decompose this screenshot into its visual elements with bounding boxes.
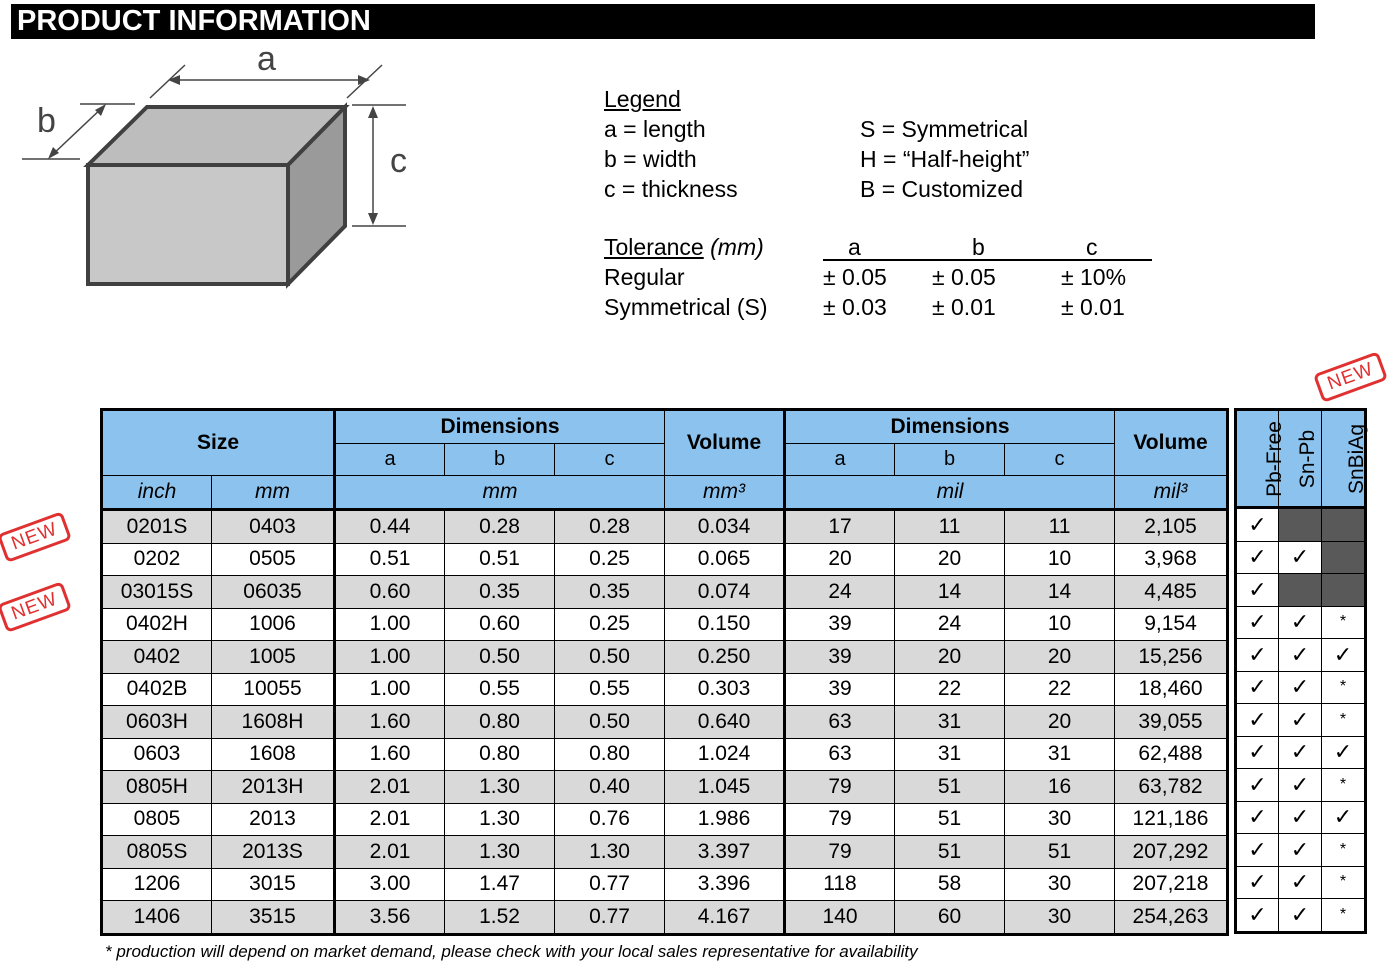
- header-c-mm: c: [555, 444, 665, 476]
- cell-c-mm: 0.25: [555, 543, 665, 576]
- cell-a-mil: 39: [785, 641, 895, 674]
- check-icon: ✓: [1236, 834, 1279, 867]
- unit-volume-mil3: mil³: [1115, 476, 1228, 510]
- diagram-label-a: a: [257, 40, 276, 78]
- unit-mm: mm: [212, 476, 335, 510]
- cell-inch: 1206: [102, 868, 212, 901]
- cell-a-mm: 1.00: [335, 673, 445, 706]
- header-snbiag: SnBiAg: [1322, 410, 1366, 508]
- cell-a-mil: 63: [785, 738, 895, 771]
- diagram-label-b: b: [37, 102, 56, 140]
- finish-row: [1236, 899, 1366, 933]
- footnote: * production will depend on market demand, please check with your local sales representative for availability: [105, 942, 918, 961]
- table-row: [102, 510, 1228, 544]
- cell-a-mil: 63: [785, 706, 895, 739]
- cell-mm: 3515: [212, 901, 335, 935]
- finish-on-demand: *: [1322, 704, 1366, 737]
- legend-item-b: b = width: [604, 146, 697, 172]
- product-size-table: [100, 408, 1229, 936]
- cell-inch: 1406: [102, 901, 212, 935]
- check-icon: ✓: [1322, 801, 1366, 834]
- cell-b-mm: 0.50: [445, 641, 555, 674]
- cell-a-mil: 24: [785, 576, 895, 609]
- cell-b-mil: 24: [895, 608, 1005, 641]
- tolerance-row-regular: Regular: [604, 264, 685, 290]
- cell-a-mil: 39: [785, 673, 895, 706]
- check-icon: ✓: [1236, 769, 1279, 802]
- check-icon: ✓: [1279, 671, 1322, 704]
- finish-row: [1236, 736, 1366, 769]
- cell-b-mm: 0.60: [445, 608, 555, 641]
- tolerance-regular-b: ± 0.05: [932, 264, 996, 290]
- check-icon: ✓: [1279, 769, 1322, 802]
- cell-vol-mm3: 1.024: [665, 738, 785, 771]
- cell-b-mm: 1.30: [445, 771, 555, 804]
- tolerance-heading: Tolerance (mm): [604, 234, 764, 260]
- table-row: [102, 901, 1228, 935]
- cell-vol-mil3: 207,292: [1115, 836, 1228, 869]
- check-icon: ✓: [1236, 899, 1279, 933]
- table-row: [102, 576, 1228, 609]
- finish-on-demand: *: [1322, 671, 1366, 704]
- header-b-mil: b: [895, 444, 1005, 476]
- cell-vol-mil3: 9,154: [1115, 608, 1228, 641]
- cell-c-mm: 0.77: [555, 868, 665, 901]
- cell-vol-mil3: 121,186: [1115, 803, 1228, 836]
- cell-c-mm: 0.80: [555, 738, 665, 771]
- legend-right: [860, 114, 1029, 204]
- cell-a-mm: 2.01: [335, 771, 445, 804]
- cell-c-mm: 0.50: [555, 641, 665, 674]
- legend-left: [604, 84, 738, 204]
- cell-c-mm: 0.76: [555, 803, 665, 836]
- cell-inch: 0202: [102, 543, 212, 576]
- cell-b-mil: 20: [895, 543, 1005, 576]
- tolerance-symmetrical-a: ± 0.03: [823, 294, 887, 320]
- legend-heading: Legend: [604, 86, 681, 112]
- cell-mm: 2013S: [212, 836, 335, 869]
- cell-b-mm: 1.47: [445, 868, 555, 901]
- cell-a-mm: 2.01: [335, 836, 445, 869]
- cell-c-mil: 11: [1005, 510, 1115, 544]
- table-row: [102, 803, 1228, 836]
- cell-vol-mil3: 18,460: [1115, 673, 1228, 706]
- cell-vol-mil3: 3,968: [1115, 543, 1228, 576]
- cell-vol-mil3: 254,263: [1115, 901, 1228, 935]
- cell-b-mm: 0.55: [445, 673, 555, 706]
- cell-b-mm: 1.30: [445, 836, 555, 869]
- finish-row: [1236, 541, 1366, 574]
- check-icon: ✓: [1279, 704, 1322, 737]
- legend-item-h: H = “Half-height”: [860, 146, 1030, 172]
- cell-c-mm: 0.35: [555, 576, 665, 609]
- legend-item-a: a = length: [604, 116, 706, 142]
- table-row: [102, 641, 1228, 674]
- cell-a-mm: 3.00: [335, 868, 445, 901]
- cell-c-mm: 0.77: [555, 901, 665, 935]
- cell-a-mm: 1.60: [335, 738, 445, 771]
- finish-row: [1236, 606, 1366, 639]
- cell-vol-mil3: 39,055: [1115, 706, 1228, 739]
- tolerance-col-c: c: [1086, 234, 1098, 260]
- cell-c-mil: 10: [1005, 543, 1115, 576]
- cell-a-mm: 1.00: [335, 641, 445, 674]
- cell-inch: 0805S: [102, 836, 212, 869]
- page-title: PRODUCT INFORMATION: [11, 4, 1315, 39]
- table-row: [102, 543, 1228, 576]
- cell-vol-mil3: 207,218: [1115, 868, 1228, 901]
- table-row: [102, 706, 1228, 739]
- finish-on-demand: *: [1322, 606, 1366, 639]
- check-icon: ✓: [1236, 704, 1279, 737]
- finish-unavailable: [1279, 508, 1322, 542]
- header-c-mil: c: [1005, 444, 1115, 476]
- check-icon: ✓: [1236, 541, 1279, 574]
- cell-a-mm: 1.60: [335, 706, 445, 739]
- check-icon: ✓: [1279, 606, 1322, 639]
- cell-c-mm: 1.30: [555, 836, 665, 869]
- cell-a-mil: 79: [785, 803, 895, 836]
- cell-a-mm: 0.44: [335, 510, 445, 544]
- cell-vol-mm3: 0.250: [665, 641, 785, 674]
- cell-b-mil: 22: [895, 673, 1005, 706]
- cell-b-mm: 0.80: [445, 738, 555, 771]
- cell-vol-mil3: 15,256: [1115, 641, 1228, 674]
- unit-inch: inch: [102, 476, 212, 510]
- cell-c-mil: 20: [1005, 706, 1115, 739]
- tolerance-col-b: b: [972, 234, 985, 260]
- finish-row: [1236, 508, 1366, 542]
- cell-c-mil: 14: [1005, 576, 1115, 609]
- cell-vol-mil3: 63,782: [1115, 771, 1228, 804]
- cell-b-mm: 0.35: [445, 576, 555, 609]
- cell-inch: 0402: [102, 641, 212, 674]
- cell-a-mm: 2.01: [335, 803, 445, 836]
- header-volume-mm: Volume: [665, 410, 785, 476]
- finish-row: [1236, 866, 1366, 899]
- cell-mm: 1006: [212, 608, 335, 641]
- legend-item-s: S = Symmetrical: [860, 116, 1029, 142]
- cell-b-mil: 51: [895, 803, 1005, 836]
- cell-mm: 1608H: [212, 706, 335, 739]
- diagram-label-c: c: [390, 142, 407, 180]
- cell-vol-mm3: 1.986: [665, 803, 785, 836]
- table-row: [102, 608, 1228, 641]
- table-row: [102, 738, 1228, 771]
- check-icon: ✓: [1322, 736, 1366, 769]
- cell-b-mil: 51: [895, 836, 1005, 869]
- check-icon: ✓: [1279, 736, 1322, 769]
- new-stamp-03015s: NEW: [0, 581, 72, 633]
- tolerance-symmetrical-c: ± 0.01: [1061, 294, 1125, 320]
- table-row: [102, 836, 1228, 869]
- cell-c-mm: 0.28: [555, 510, 665, 544]
- check-icon: ✓: [1279, 639, 1322, 672]
- check-icon: ✓: [1236, 508, 1279, 542]
- cell-a-mm: 1.00: [335, 608, 445, 641]
- check-icon: ✓: [1236, 671, 1279, 704]
- table-row: [102, 771, 1228, 804]
- finish-row: [1236, 769, 1366, 802]
- cube-front-face: [88, 165, 288, 284]
- finish-on-demand: *: [1322, 899, 1366, 933]
- header-volume-mil: Volume: [1115, 410, 1228, 476]
- cell-c-mil: 30: [1005, 901, 1115, 935]
- cell-mm: 1005: [212, 641, 335, 674]
- cell-b-mil: 60: [895, 901, 1005, 935]
- termination-finish-table: [1234, 408, 1367, 934]
- cell-a-mil: 140: [785, 901, 895, 935]
- tolerance-regular-a: ± 0.05: [823, 264, 887, 290]
- cell-vol-mm3: 0.065: [665, 543, 785, 576]
- finish-unavailable: [1322, 541, 1366, 574]
- tolerance-col-a: a: [848, 234, 861, 260]
- cell-c-mm: 0.50: [555, 706, 665, 739]
- cell-mm: 2013H: [212, 771, 335, 804]
- cell-mm: 2013: [212, 803, 335, 836]
- header-sn-pb: Sn-Pb: [1279, 410, 1322, 508]
- cell-c-mm: 0.25: [555, 608, 665, 641]
- cell-c-mil: 51: [1005, 836, 1115, 869]
- finish-unavailable: [1279, 574, 1322, 607]
- check-icon: ✓: [1279, 866, 1322, 899]
- check-icon: ✓: [1322, 639, 1366, 672]
- cell-inch: 0603: [102, 738, 212, 771]
- cell-inch: 0805: [102, 803, 212, 836]
- tolerance-row-symmetrical: Symmetrical (S): [604, 294, 768, 320]
- finish-on-demand: *: [1322, 769, 1366, 802]
- header-size: Size: [102, 410, 335, 476]
- cell-c-mil: 16: [1005, 771, 1115, 804]
- cell-mm: 10055: [212, 673, 335, 706]
- finish-unavailable: [1322, 574, 1366, 607]
- finish-on-demand: *: [1322, 866, 1366, 899]
- check-icon: ✓: [1279, 899, 1322, 933]
- finish-row: [1236, 639, 1366, 672]
- cell-c-mil: 10: [1005, 608, 1115, 641]
- cell-vol-mil3: 2,105: [1115, 510, 1228, 544]
- cell-inch: 0402B: [102, 673, 212, 706]
- cell-a-mil: 118: [785, 868, 895, 901]
- cell-b-mil: 20: [895, 641, 1005, 674]
- unit-volume-mm3: mm³: [665, 476, 785, 510]
- cell-vol-mm3: 0.640: [665, 706, 785, 739]
- cell-b-mil: 58: [895, 868, 1005, 901]
- cell-inch: 0201S: [102, 510, 212, 544]
- cell-c-mil: 30: [1005, 868, 1115, 901]
- cell-vol-mm3: 0.034: [665, 510, 785, 544]
- check-icon: ✓: [1279, 801, 1322, 834]
- finish-row: [1236, 574, 1366, 607]
- header-dimensions-mil: Dimensions: [785, 410, 1115, 444]
- check-icon: ✓: [1279, 834, 1322, 867]
- cell-mm: 06035: [212, 576, 335, 609]
- cell-inch: 0402H: [102, 608, 212, 641]
- cell-c-mm: 0.55: [555, 673, 665, 706]
- cell-c-mil: 31: [1005, 738, 1115, 771]
- cell-b-mil: 14: [895, 576, 1005, 609]
- finish-row: [1236, 704, 1366, 737]
- finish-unavailable: [1322, 508, 1366, 542]
- check-icon: ✓: [1236, 736, 1279, 769]
- cell-inch: 0603H: [102, 706, 212, 739]
- finish-on-demand: *: [1322, 834, 1366, 867]
- header-pb-free: Pb-Free: [1236, 410, 1279, 508]
- cell-b-mil: 31: [895, 706, 1005, 739]
- cell-b-mm: 1.52: [445, 901, 555, 935]
- table-row: [102, 868, 1228, 901]
- unit-dimensions-mm: mm: [335, 476, 665, 510]
- cell-b-mil: 51: [895, 771, 1005, 804]
- finish-row: [1236, 834, 1366, 867]
- tolerance-regular-c: ± 10%: [1061, 264, 1127, 290]
- cell-inch: 0805H: [102, 771, 212, 804]
- cell-vol-mm3: 0.074: [665, 576, 785, 609]
- tolerance-symmetrical-b: ± 0.01: [932, 294, 996, 320]
- check-icon: ✓: [1236, 639, 1279, 672]
- check-icon: ✓: [1279, 541, 1322, 574]
- cell-mm: 0505: [212, 543, 335, 576]
- cell-vol-mil3: 4,485: [1115, 576, 1228, 609]
- cell-vol-mm3: 3.397: [665, 836, 785, 869]
- check-icon: ✓: [1236, 606, 1279, 639]
- header-a-mil: a: [785, 444, 895, 476]
- cell-b-mm: 0.80: [445, 706, 555, 739]
- cell-b-mm: 0.28: [445, 510, 555, 544]
- legend-item-bc: B = Customized: [860, 176, 1023, 202]
- cell-a-mil: 79: [785, 771, 895, 804]
- cell-c-mil: 22: [1005, 673, 1115, 706]
- cell-a-mm: 0.60: [335, 576, 445, 609]
- header-b-mm: b: [445, 444, 555, 476]
- cell-b-mil: 11: [895, 510, 1005, 544]
- unit-dimensions-mil: mil: [785, 476, 1115, 510]
- new-stamp-snbiag: NEW: [1313, 351, 1388, 403]
- cell-c-mil: 30: [1005, 803, 1115, 836]
- cell-vol-mm3: 1.045: [665, 771, 785, 804]
- cell-mm: 3015: [212, 868, 335, 901]
- cell-b-mm: 0.51: [445, 543, 555, 576]
- check-icon: ✓: [1236, 801, 1279, 834]
- tolerance-block: [604, 232, 1164, 327]
- cell-vol-mil3: 62,488: [1115, 738, 1228, 771]
- cell-inch: 03015S: [102, 576, 212, 609]
- cell-vol-mm3: 4.167: [665, 901, 785, 935]
- cell-mm: 1608: [212, 738, 335, 771]
- cell-a-mil: 79: [785, 836, 895, 869]
- chip-dimension-diagram: [0, 40, 440, 300]
- cell-a-mil: 20: [785, 543, 895, 576]
- cell-a-mil: 17: [785, 510, 895, 544]
- new-stamp-0201s: NEW: [0, 511, 72, 563]
- cell-vol-mm3: 0.303: [665, 673, 785, 706]
- check-icon: ✓: [1236, 866, 1279, 899]
- cell-c-mm: 0.40: [555, 771, 665, 804]
- cell-b-mil: 31: [895, 738, 1005, 771]
- legend-item-c: c = thickness: [604, 176, 738, 202]
- check-icon: ✓: [1236, 574, 1279, 607]
- finish-row: [1236, 671, 1366, 704]
- cell-a-mm: 3.56: [335, 901, 445, 935]
- header-dimensions-mm: Dimensions: [335, 410, 665, 444]
- cell-b-mm: 1.30: [445, 803, 555, 836]
- cell-mm: 0403: [212, 510, 335, 544]
- cell-vol-mm3: 3.396: [665, 868, 785, 901]
- tolerance-col-underline: [823, 232, 1152, 261]
- header-a-mm: a: [335, 444, 445, 476]
- cell-c-mil: 20: [1005, 641, 1115, 674]
- table-row: [102, 673, 1228, 706]
- cell-a-mm: 0.51: [335, 543, 445, 576]
- finish-row: [1236, 801, 1366, 834]
- cell-a-mil: 39: [785, 608, 895, 641]
- cell-vol-mm3: 0.150: [665, 608, 785, 641]
